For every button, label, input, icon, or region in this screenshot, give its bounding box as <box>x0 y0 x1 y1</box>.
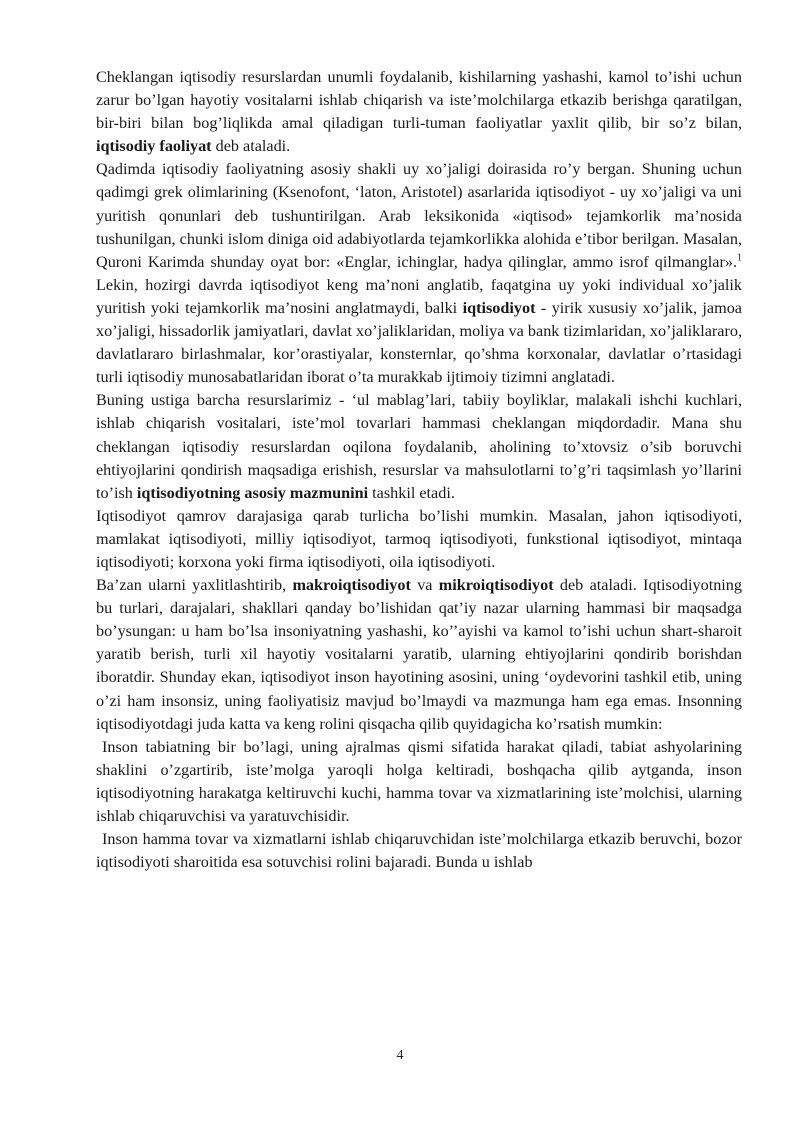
paragraph-history <box>96 158 742 389</box>
paragraph-human-role <box>96 828 742 874</box>
text-run: tashkil etadi. <box>368 483 455 502</box>
text-run: Cheklangan iqtisodiy resurslardan unumli foydalanib, kishilarning yashashi, kamol to’ishi uchun zarur bo’lgan hayotiy vositalarni ishlab chiqarish va iste’molchilarga etkazib berishga qaratilgan, bir-biri bilan bog’liqlikda amal qiladigan turli-tuman faoliyatlar yaxlit qilib, bir so’z bilan, <box>96 68 742 133</box>
document-body <box>96 66 742 874</box>
bold-term: iqtisodiyotning asosiy mazmunini <box>136 483 369 502</box>
page-number: 4 <box>396 1048 404 1063</box>
paragraph-resources <box>96 389 742 504</box>
text-run: deb ataladi. Iqtisodiyotning bu turlari, darajalari, shakllari qanday bo’lishidan qat’iy nazar ularning hammasi bir maqsadga bo’ysungan: u ham bo’lsa insoniyatning yashashi, ko’’ayishi va kamol to’ishi uchun shart-sharoit yaratib berish, turli xil hayotiy vositalarni yaratib, ularning ehtiyojlarini qondirib borishdan iboratdir. Shunday ekan, iqtisodiyot inson hayotining asosini, uning ‘oydevorini tashkil etib, uning o’zi ham insonsiz, uning faoliyatisiz mavjud bo’lmaydi va mazmunga ham ega emas. Insonning iqtisodiyotdagi juda katta va keng rolini qisqacha qilib quyidagicha ko’rsatish mumkin: <box>96 576 742 733</box>
bold-term: makroiqtisodiyot <box>292 576 411 595</box>
bold-term: mikroiqtisodiyot <box>438 576 554 595</box>
text-run: Lekin, hozirgi davrda iqtisodiyot keng ma’noni anglatib, faqatgina uy yoki individual xo’jalik yuritish yoki tejamkorlik ma’nosini anglatmaydi, balki <box>96 275 742 317</box>
text-run: va <box>410 576 439 595</box>
text-run: - yirik xususiy xo’jalik, jamoa xo’jaligi, hissadorlik jamiyatlari, davlat xo’jaliklaridan, moliya va bank tizimlaridan, xo’jaliklararo, davlatlararo birlashmalar, kor’orastiyalar, konsternlar, qo’shma korxonalar, davlatlar o’rtasidagi turli iqtisodiy munosabatlaridan iborat o’ta murakkab ijtimoiy tizimni anglatadi. <box>96 298 742 387</box>
bold-term: iqtisodiy faoliyat <box>96 137 212 156</box>
footnote-ref[interactable]: 1 <box>737 252 742 264</box>
text-run: Inson tabiatning bir bo’lagi, uning ajralmas qismi sifatida harakat qiladi, tabiat ashyolarining shaklini o’zgartirib, iste’molga yaroqli holga keltiradi, boshqacha qilib aytganda, inson iqtisodiyotning harakatga keltiruvchi kuchi, hamma tovar va xizmatlarining iste’molchisi, ularning ishlab chiqaruvchisi va yaratuvchisidir. <box>96 737 742 825</box>
text-run: Ba’zan ularni yaxlitlashtirib, <box>96 576 293 595</box>
text-run: deb ataladi. <box>211 137 291 156</box>
paragraph-macro-micro <box>96 574 742 736</box>
text-run: Inson hamma tovar va xizmatlarni ishlab chiqaruvchidan iste’molchilarga etkazib beruvchi, bozor iqtisodiyoti sharoitida esa sotuvchisi rolini bajaradi. Bunda u ishlab <box>96 830 742 872</box>
bold-term: iqtisodiyot <box>462 298 536 317</box>
paragraph-economic-activity <box>96 66 742 158</box>
text-run: Buning ustiga barcha resurslarimiz - ‘ul mablag’lari, tabiiy boyliklar, malakali ishchi kuchlari, ishlab chiqarish vositalari, iste’mol tovarlari hammasi cheklangan miqdordadir. Mana shu cheklangan iqtisodiy resurslardan oqilona foydalanib, aholining to’xtovsiz o’sib boruvchi ehtiyojlarini qondirish maqsadiga erishish, resurslar va mahsulotlarni to’g’ri taqsimlash yo’llarini to’ish <box>96 391 742 502</box>
paragraph-scope <box>96 505 742 574</box>
text-run: Iqtisodiyot qamrov darajasiga qarab turlicha bo’lishi mumkin. Masalan, jahon iqtisodiyoti, mamlakat iqtisodiyoti, milliy iqtisodiyot, tarmoq iqtisodiyoti, funkstional iqtisodiyot, mintaqa iqtisodiyoti; korxona yoki firma iqtisodiyoti, oila iqtisodiyoti. <box>96 506 742 571</box>
paragraph-human-nature <box>96 736 742 828</box>
text-run: Qadimda iqtisodiy faoliyatning asosiy shakli uy xo’jaligi doirasida ro’y bergan. Shuning uchun qadimgi grek olimlarining (Ksenofont, ‘laton, Aristotel) asarlarida iqtisodiyot - uy xo’jaligi va uni yuritish qonunlari deb tushuntirilgan. Arab leksikonida «iqtisod» tejamkorlik ma’nosida tushunilgan, chunki islom diniga oid adabiyotlarda tejamkorlikka alohida e’tibor berilgan. Masalan, Quroni Karimda shunday oyat bor: «Englar, ichinglar, hadya qilinglar, ammo isrof qilmanglar». <box>96 160 742 271</box>
